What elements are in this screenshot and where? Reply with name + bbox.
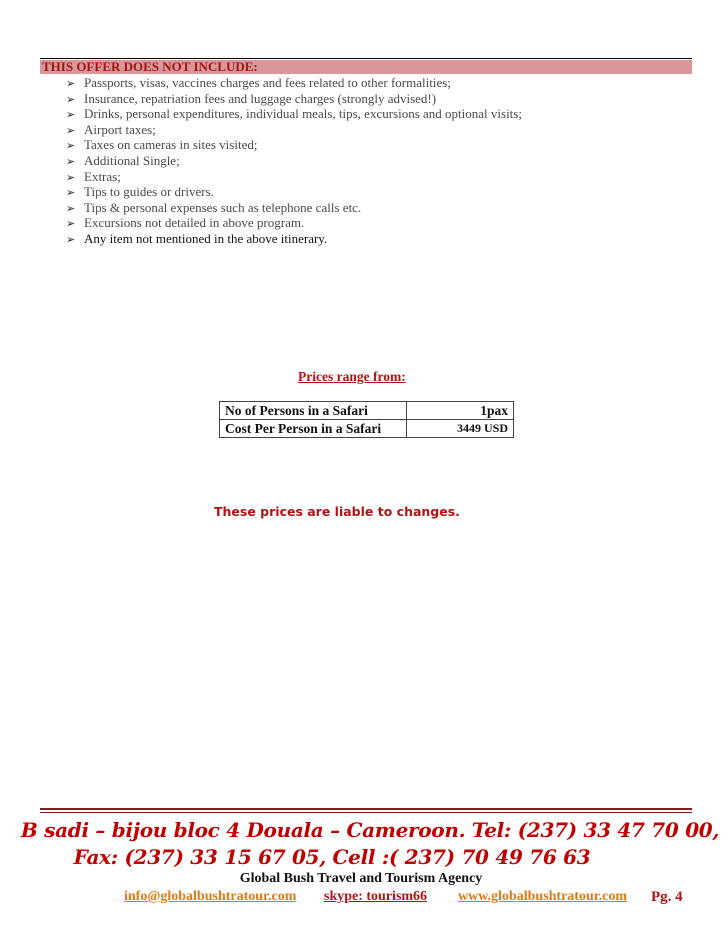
list-item: ➢ Airport taxes;	[66, 122, 522, 138]
arrow-bullet-icon: ➢	[66, 187, 76, 200]
arrow-bullet-icon: ➢	[66, 155, 76, 168]
arrow-bullet-icon: ➢	[66, 78, 76, 90]
arrow-bullet-icon: ➢	[66, 109, 76, 122]
list-item: ➢ Insurance, repatriation fees and luggage charges (strongly advised!)	[66, 91, 522, 107]
list-item: ➢ Extras;	[66, 169, 522, 185]
list-item: ➢ Drinks, personal expenditures, individual meals, tips, excursions and optional visits;	[66, 106, 522, 122]
price-note: These prices are liable to changes.	[214, 504, 460, 519]
table-row	[220, 402, 514, 420]
section-header-bar	[40, 60, 692, 74]
list-item: ➢ Additional Single;	[66, 153, 522, 169]
arrow-bullet-icon: ➢	[66, 140, 76, 153]
footer-rule	[40, 808, 692, 810]
list-item: ➢ Passports, visas, vaccines charges and fees related to other formalities;	[66, 75, 522, 91]
list-item: ➢ Taxes on cameras in sites visited;	[66, 137, 522, 153]
section-header-title: THIS OFFER DOES NOT INCLUDE:	[42, 59, 258, 74]
email-link[interactable]: info@globalbushtratour.com	[124, 889, 297, 904]
footer-agency-name: Global Bush Travel and Tourism Agency	[239, 871, 483, 886]
arrow-bullet-icon: ➢	[66, 218, 76, 231]
website-link[interactable]: www.globalbushtratour.com	[458, 889, 628, 904]
prices-title: Prices range from:	[298, 369, 406, 384]
footer-skype: skype: tourism66	[324, 889, 428, 904]
arrow-bullet-icon: ➢	[66, 233, 76, 246]
price-label: Cost Per Person in a Safari	[220, 420, 407, 438]
arrow-bullet-icon: ➢	[66, 124, 76, 137]
list-item: ➢ Excursions not detailed in above program.	[66, 215, 522, 231]
price-table	[219, 401, 514, 438]
arrow-bullet-icon: ➢	[66, 202, 76, 215]
footer-email	[124, 889, 296, 905]
footer-address-line2: Fax: (237) 33 15 67 05, Cell :( 237) 70 49 76 63	[73, 845, 591, 869]
list-item: ➢ Tips & personal expenses such as telephone calls etc.	[66, 200, 522, 216]
arrow-bullet-icon: ➢	[66, 93, 76, 106]
list-item: ➢ Any item not mentioned in the above itinerary.	[66, 231, 522, 247]
page-number: Pg. 4	[651, 889, 683, 905]
footer-address-line1: B sadi – bijou bloc 4 Douala – Cameroon. Tel: (237) 33 47 70 00,	[20, 818, 720, 842]
arrow-bullet-icon: ➢	[66, 171, 76, 184]
price-label: No of Persons in a Safari	[220, 402, 407, 420]
table-row	[220, 420, 514, 438]
footer-rule-thin	[40, 812, 692, 813]
price-value: 3449 USD	[407, 420, 514, 438]
exclusions-list	[66, 75, 522, 247]
price-value: 1pax	[407, 402, 514, 420]
footer-website	[458, 889, 627, 905]
list-item: ➢ Tips to guides or drivers.	[66, 184, 522, 200]
